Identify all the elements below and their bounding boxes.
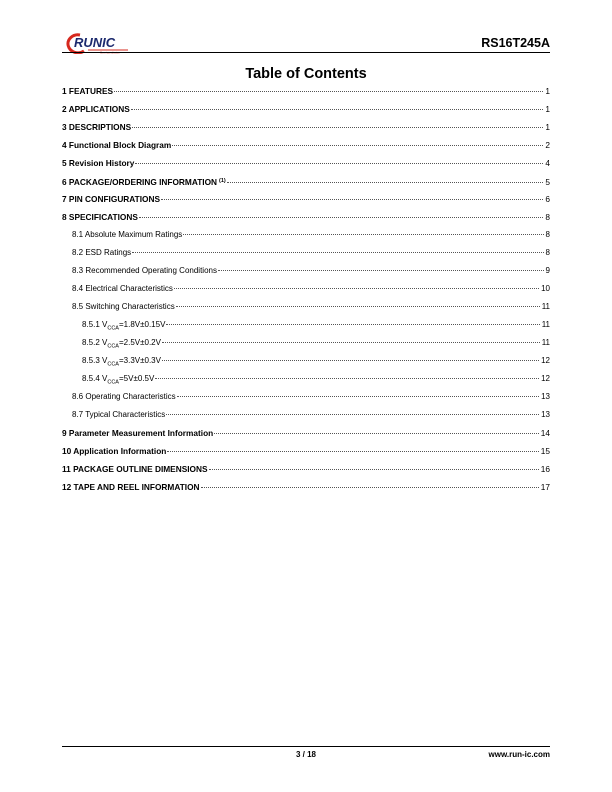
toc-page-number: 1 <box>545 104 550 114</box>
toc-entry-label: 2 APPLICATIONS <box>62 104 130 114</box>
toc-page-number: 1 <box>545 86 550 96</box>
toc-dot-leader <box>162 360 539 361</box>
toc-page-number: 10 <box>541 284 550 293</box>
toc-page-number: 2 <box>545 140 550 150</box>
toc-page-number: 8 <box>545 230 550 239</box>
toc-entry[interactable] <box>62 172 550 190</box>
toc-dot-leader <box>167 451 538 452</box>
toc-entry-label: 7 PIN CONFIGURATIONS <box>62 194 161 204</box>
table-of-contents <box>62 82 550 496</box>
toc-entry-label: 8 SPECIFICATIONS <box>62 212 138 222</box>
toc-page-number: 9 <box>545 266 550 275</box>
toc-page-number: 8 <box>545 248 550 257</box>
toc-dot-leader <box>132 252 543 253</box>
toc-page-number: 4 <box>545 158 550 168</box>
toc-dot-leader <box>139 217 543 218</box>
toc-dot-leader <box>218 270 544 271</box>
part-number: RS16T245A <box>481 36 550 50</box>
toc-dot-leader <box>172 145 543 146</box>
company-logo <box>66 30 136 54</box>
toc-dot-leader <box>161 199 543 200</box>
toc-dot-leader <box>209 469 539 470</box>
toc-entry-label: 8.3 Recommended Operating Conditions <box>72 266 217 275</box>
toc-entry-label: 8.4 Electrical Characteristics <box>72 284 173 293</box>
toc-entry[interactable] <box>62 460 550 478</box>
toc-dot-leader <box>135 163 543 164</box>
toc-page-number: 13 <box>541 410 550 419</box>
toc-dot-leader <box>214 433 539 434</box>
toc-entry-label: 8.5.3 $V_{CCA}=3.3V\pm 0.3V$ <box>82 356 161 368</box>
toc-page-number: 8 <box>545 212 550 222</box>
toc-page-number: 11 <box>541 338 550 347</box>
toc-entry-label: 8.5.1 $V_{CCA}=1.8V\pm 0.15V$ <box>82 320 166 332</box>
toc-entry-label: 5 Revision History <box>62 158 135 168</box>
footer-url[interactable]: www.run-ic.com <box>488 750 550 759</box>
toc-dot-leader <box>162 342 540 343</box>
toc-entry[interactable] <box>62 136 550 154</box>
toc-dot-leader <box>166 414 539 415</box>
toc-entry[interactable] <box>62 262 550 280</box>
toc-dot-leader <box>114 91 543 92</box>
toc-entry[interactable] <box>62 442 550 460</box>
toc-entry[interactable] <box>62 388 550 406</box>
toc-entry[interactable] <box>62 478 550 496</box>
toc-page-number: 5 <box>545 177 550 187</box>
toc-page-number: 13 <box>541 392 550 401</box>
toc-entry-label: 9 Parameter Measurement Information <box>62 428 214 438</box>
toc-dot-leader <box>183 234 543 235</box>
toc-entry[interactable] <box>62 334 550 352</box>
toc-entry[interactable] <box>62 316 550 334</box>
toc-entry-label: 8.5.2 $V_{CCA}=2.5V\pm 0.2V$ <box>82 338 161 350</box>
toc-dot-leader <box>166 324 539 325</box>
toc-entry[interactable] <box>62 100 550 118</box>
toc-dot-leader <box>176 306 540 307</box>
toc-page-number: 17 <box>540 482 550 492</box>
toc-page-number: 12 <box>541 356 550 365</box>
toc-dot-leader <box>201 487 539 488</box>
toc-entry-label: 4 Functional Block Diagram <box>62 140 172 150</box>
toc-entry-label: 11 PACKAGE OUTLINE DIMENSIONS <box>62 464 208 474</box>
toc-entry[interactable] <box>62 190 550 208</box>
toc-entry[interactable] <box>62 208 550 226</box>
toc-page-number: 11 <box>541 320 550 329</box>
toc-dot-leader <box>155 378 539 379</box>
toc-entry[interactable] <box>62 298 550 316</box>
toc-entry-label: 6 PACKAGE/ORDERING INFORMATION $^{(1)}$ <box>62 177 226 187</box>
page-number: 3 / 18 <box>295 750 316 759</box>
toc-entry[interactable] <box>62 154 550 172</box>
toc-entry-label: 8.1 Absolute Maximum Ratings <box>72 230 183 239</box>
toc-entry-label: 3 DESCRIPTIONS <box>62 122 132 132</box>
header-divider <box>62 52 550 53</box>
toc-page-number: 12 <box>541 374 550 383</box>
toc-entry-label: 10 Application Information <box>62 446 167 456</box>
toc-entry[interactable] <box>62 82 550 100</box>
toc-entry[interactable] <box>62 424 550 442</box>
footer-divider <box>62 746 550 747</box>
runic-logo-icon <box>66 30 136 54</box>
toc-entry-label: 8.5 Switching Characteristics <box>72 302 175 311</box>
toc-entry[interactable] <box>62 244 550 262</box>
toc-entry-label: 12 TAPE AND REEL INFORMATION <box>62 482 200 492</box>
toc-dot-leader <box>227 182 544 183</box>
toc-dot-leader <box>174 288 539 289</box>
toc-entry[interactable] <box>62 280 550 298</box>
logo-wordmark: RUNIC <box>74 35 116 50</box>
toc-page-number: 6 <box>545 194 550 204</box>
toc-entry-label: 8.2 ESD Ratings <box>72 248 132 257</box>
toc-dot-leader <box>131 109 544 110</box>
toc-page-number: 1 <box>545 122 550 132</box>
toc-entry[interactable] <box>62 352 550 370</box>
toc-entry-label: 8.7 Typical Characteristics <box>72 410 166 419</box>
toc-title: Table of Contents <box>245 66 367 82</box>
toc-entry[interactable] <box>62 226 550 244</box>
toc-page-number: 14 <box>540 428 550 438</box>
toc-dot-leader <box>132 127 543 128</box>
toc-entry-label: 8.5.4 $V_{CCA}=5V\pm 0.5V$ <box>82 374 155 386</box>
toc-page-number: 11 <box>541 302 550 311</box>
logo-subtext: Semiconductor <box>100 50 121 54</box>
toc-entry[interactable] <box>62 370 550 388</box>
toc-page-number: 16 <box>540 464 550 474</box>
toc-entry-label: 1 FEATURES <box>62 86 114 96</box>
toc-entry-label: 8.6 Operating Characteristics <box>72 392 176 401</box>
toc-entry[interactable] <box>62 406 550 424</box>
toc-entry[interactable] <box>62 118 550 136</box>
toc-dot-leader <box>177 396 539 397</box>
toc-page-number: 15 <box>540 446 550 456</box>
